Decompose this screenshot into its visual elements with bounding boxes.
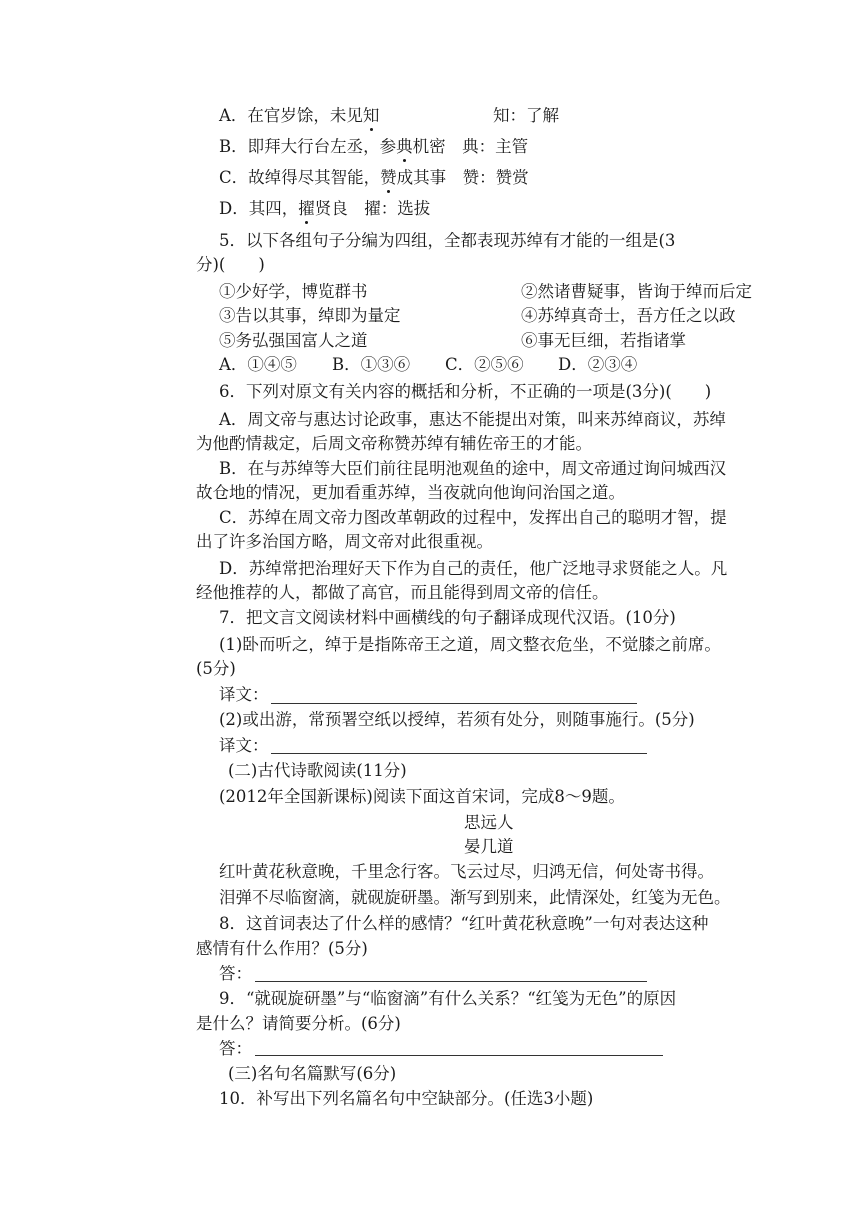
q4-option-a [219, 104, 379, 128]
q6-option-a-line2: 为他酌情裁定，后周文帝称赞苏绰有辅佐帝王的才能。 [196, 434, 592, 453]
q6-option-b-line1: B．在与苏绰等大臣们前往昆明池观鱼的途中，周文帝通过询问城西汉 [219, 459, 727, 478]
q7-answer-label-2: 译文： [219, 736, 269, 755]
poem-title: 思远人 [464, 813, 514, 832]
q4-option-b-text: B．即拜大行台左丞，参 [219, 137, 397, 156]
answer-line[interactable] [255, 1055, 663, 1056]
emphasis-char: 典 [396, 135, 413, 159]
q5-option: A．①④⑤ [219, 355, 297, 374]
q4-option-d-gloss: 贤良 擢：选拔 [314, 199, 431, 218]
section-heading-poetry: (二)古代诗歌阅读(11分) [228, 761, 407, 780]
q4-option-b [219, 135, 528, 159]
q7-sentence1-line2: (5分) [196, 659, 236, 678]
answer-line[interactable] [271, 753, 647, 754]
poem-author: 晏几道 [464, 837, 514, 856]
q6-option-d-line1: D．苏绰常把治理好天下作为自己的责任，他广泛地寻求贤能之人。凡 [219, 559, 728, 578]
poem-line-1: 红叶黄花秋意晚，千里念行客。飞云过尽，归鸿无信，何处寄书得。 [219, 862, 714, 881]
q5-item: ④苏绰真奇士，吾方任之以政 [521, 306, 736, 325]
q5-item: ①少好学，博览群书 [219, 282, 368, 301]
q5-item: ②然诸曹疑事，皆询于绰而后定 [521, 282, 752, 301]
answer-line[interactable] [255, 981, 647, 982]
emphasis-char: 擢 [298, 197, 315, 221]
q6-option-a-line1: A．周文帝与惠达讨论政事，惠达不能提出对策，叫来苏绰商议，苏绰 [219, 410, 726, 429]
q4-option-a-text: A．在官岁馀，未见 [219, 106, 363, 125]
q5-item: ⑥事无巨细，若指诸掌 [521, 331, 686, 350]
answer-line[interactable] [271, 703, 637, 704]
emphasis-char: 赞 [380, 166, 397, 190]
q7-sentence2: (2)或出游，常预署空纸以授绰，若须有处分，则随事施行。(5分) [219, 710, 695, 729]
q4-option-d-text: D．其四， [219, 199, 299, 218]
q4-option-c-text: C．故绰得尽其智能， [219, 168, 381, 187]
q4-option-c-gloss: 成其事 赞：赞赏 [396, 168, 529, 187]
q7-sentence1-line1: (1)卧而听之，绰于是指陈帝王之道，周文整衣危坐，不觉膝之前席。 [219, 635, 721, 654]
q6-option-d-line2: 经他推荐的人，都做了高官，而且能得到周文帝的信任。 [196, 583, 609, 602]
q5-option: C．②⑤⑥ [445, 355, 524, 374]
q9-stem-line1: 9．“就砚旋研墨”与“临窗滴”有什么关系？“红笺为无色”的原因 [219, 989, 677, 1008]
q5-option: B．①③⑥ [332, 355, 411, 374]
q9-answer-label: 答： [219, 1039, 252, 1058]
q4-option-a-gloss: 知：了解 [493, 106, 559, 125]
section-heading-recitation: (三)名句名篇默写(6分) [228, 1064, 397, 1083]
emphasis-char: 知 [363, 104, 380, 128]
poem-line-2: 泪弹不尽临窗滴，就砚旋研墨。渐写到别来，此情深处，红笺为无色。 [219, 888, 731, 907]
q8-answer-label: 答： [219, 964, 252, 983]
q6-option-c-line1: C．苏绰在周文帝力图改革朝政的过程中，发挥出自己的聪明才智，提 [219, 508, 727, 527]
q6-option-c-line2: 出了许多治国方略，周文帝对此很重视。 [196, 532, 493, 551]
q8-stem-line1: 8．这首词表达了什么样的感情？“红叶黄花秋意晚”一句对表达这种 [219, 914, 709, 933]
q5-stem-line2: 分)( ) [196, 255, 265, 274]
poetry-intro: (2012年全国新课标)阅读下面这首宋词，完成8～9题。 [219, 787, 625, 806]
q4-option-d [219, 197, 430, 221]
q7-answer-label-1: 译文： [219, 685, 269, 704]
q7-stem: 7．把文言文阅读材料中画横线的句子翻译成现代汉语。(10分) [219, 608, 676, 627]
q9-stem-line2: 是什么？请简要分析。(6分) [196, 1014, 401, 1033]
q5-item: ③告以其事，绰即为量定 [219, 306, 401, 325]
q5-stem-line1: 5．以下各组句子分编为四组，全都表现苏绰有才能的一组是(3 [219, 231, 676, 250]
q8-stem-line2: 感情有什么作用？(5分) [196, 939, 368, 958]
q4-option-c [219, 166, 529, 190]
q5-item: ⑤务弘强国富人之道 [219, 331, 368, 350]
q10-stem: 10．补写出下列名篇名句中空缺部分。(任选3小题) [219, 1089, 594, 1108]
q5-option: D．②③④ [558, 355, 638, 374]
q6-option-b-line2: 故仓地的情况，更加看重苏绰，当夜就向他询问治国之道。 [196, 483, 625, 502]
q6-stem: 6．下列对原文有关内容的概括和分析，不正确的一项是(3分)( ) [219, 382, 712, 401]
q4-option-b-gloss: 机密 典：主管 [412, 137, 529, 156]
